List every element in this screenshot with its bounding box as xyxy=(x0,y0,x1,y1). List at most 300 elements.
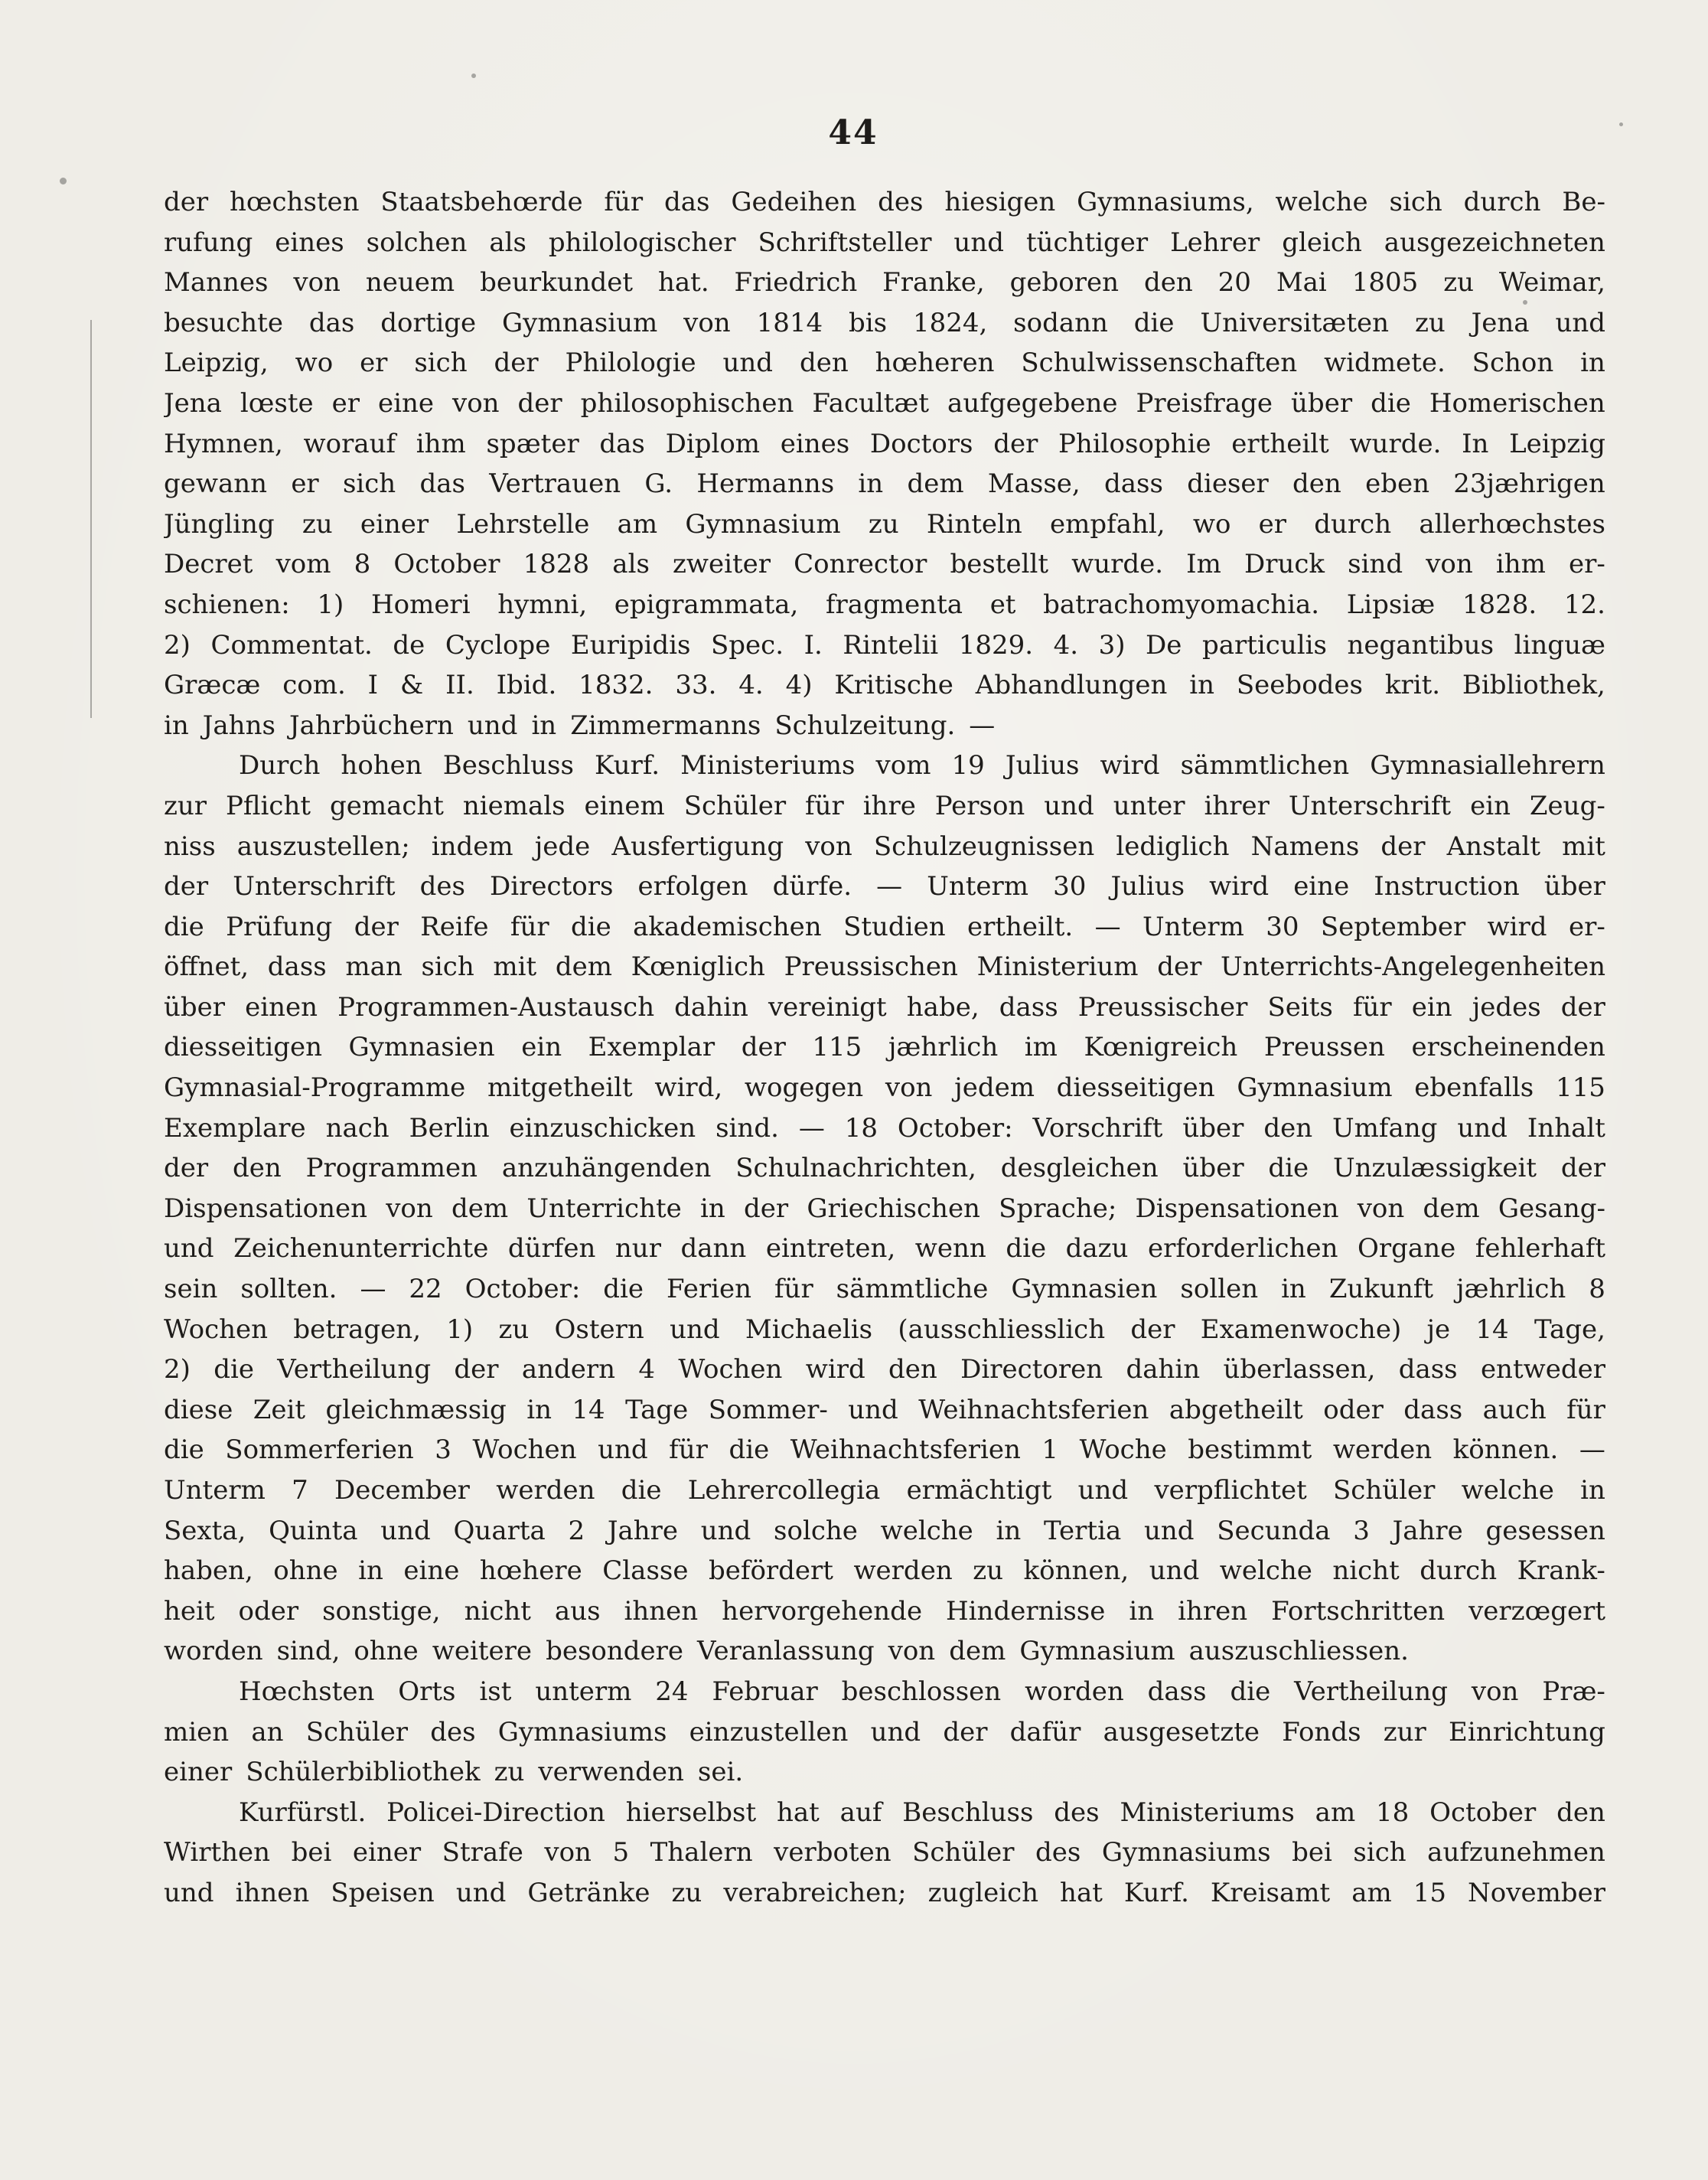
word: hervorgehende xyxy=(722,1595,923,1627)
word: durch xyxy=(1463,187,1541,217)
word: indem xyxy=(431,831,513,862)
text-line xyxy=(164,1430,1605,1470)
word: zugleich xyxy=(927,1877,1039,1908)
text-line xyxy=(164,1511,1605,1552)
word: 4. xyxy=(738,670,764,701)
word: auch xyxy=(1482,1394,1547,1425)
word: der xyxy=(993,428,1038,459)
word: sich xyxy=(421,951,474,983)
word: Gymnasien xyxy=(1011,1274,1158,1305)
word: weitere xyxy=(432,1636,533,1667)
word: krit. xyxy=(1384,670,1441,701)
word: Gymnasiums, xyxy=(1077,187,1254,217)
word: des xyxy=(878,187,924,217)
text-line xyxy=(164,1189,1605,1229)
text-line xyxy=(164,303,1605,344)
word: dahin xyxy=(1126,1354,1201,1385)
word: diesseitigen xyxy=(164,1032,322,1063)
word: Zeit xyxy=(253,1394,306,1425)
word: hœhere xyxy=(479,1555,582,1587)
word: 3 xyxy=(435,1434,451,1466)
word: wurde. xyxy=(1349,428,1442,459)
word: der xyxy=(1560,991,1605,1023)
word: Preisfrage xyxy=(1136,387,1273,419)
word: sind xyxy=(1348,549,1403,580)
word: Kreisamt xyxy=(1210,1877,1331,1908)
word: October: xyxy=(897,1112,1013,1144)
word: hat xyxy=(777,1797,820,1828)
word: In xyxy=(1462,428,1489,459)
word: hymni, xyxy=(497,589,588,620)
word: verpflichtet xyxy=(1154,1475,1307,1506)
word: Ausfertigung xyxy=(611,831,784,862)
word: Rintelii xyxy=(843,629,939,661)
text-line xyxy=(164,1873,1605,1914)
word: Jahns xyxy=(202,710,275,741)
word: Jena xyxy=(1471,307,1530,338)
word: Ministeriums xyxy=(1120,1797,1295,1828)
word: des xyxy=(430,1716,476,1748)
word: 4 xyxy=(638,1354,656,1385)
word: nicht xyxy=(464,1595,531,1627)
word: zu xyxy=(671,1877,702,1908)
word: Preussischer xyxy=(1077,991,1248,1023)
paper-speck xyxy=(60,178,67,184)
word: am xyxy=(1351,1877,1392,1908)
word: jæhrlich xyxy=(1455,1274,1566,1305)
word: (ausschliesslich xyxy=(898,1314,1106,1345)
word: von xyxy=(1471,1676,1519,1707)
word: unterm xyxy=(535,1676,632,1707)
word: wird xyxy=(1487,911,1547,942)
word: für xyxy=(604,187,644,217)
word: man xyxy=(345,951,403,983)
word: heit xyxy=(164,1595,215,1627)
word: Tage, xyxy=(1534,1314,1605,1345)
text-line xyxy=(164,1672,1605,1712)
word: können, xyxy=(1023,1555,1129,1587)
word: Ministerium xyxy=(976,951,1139,983)
word: zweiter xyxy=(673,549,771,580)
word: worden xyxy=(1025,1676,1124,1707)
word: Anstalt xyxy=(1446,831,1540,862)
word: Rinteln xyxy=(926,508,1022,540)
word: Prüfung xyxy=(226,911,333,942)
word: October xyxy=(393,549,500,580)
word: sollten. xyxy=(240,1274,337,1305)
word: der xyxy=(741,1032,786,1063)
word: in xyxy=(526,1394,552,1425)
word: der xyxy=(164,871,209,902)
word: Schulwissenschaften xyxy=(1021,348,1298,379)
word: sind. xyxy=(715,1112,779,1144)
text-line xyxy=(164,424,1605,465)
word: dürfen xyxy=(507,1233,596,1265)
text-line xyxy=(164,223,1605,263)
word: Commentat. xyxy=(210,629,373,661)
word: gemacht xyxy=(329,790,444,821)
word: Weihnachtsferien xyxy=(918,1394,1149,1425)
word: Jena xyxy=(164,387,222,419)
word: am xyxy=(1315,1797,1356,1828)
word: jedes xyxy=(1472,991,1541,1023)
word: — xyxy=(876,871,903,902)
word: Weimar, xyxy=(1498,267,1605,299)
word: Philosophie xyxy=(1058,428,1211,459)
word: Einrichtung xyxy=(1449,1716,1605,1748)
word: Zeichenunterrichte xyxy=(233,1233,489,1265)
word: ist xyxy=(479,1676,512,1707)
word: Beschluss xyxy=(442,750,574,782)
word: als xyxy=(612,549,650,580)
word: dass xyxy=(267,951,327,983)
text-line xyxy=(164,1148,1605,1189)
word: 8 xyxy=(1589,1274,1605,1305)
word: die xyxy=(214,1354,254,1385)
word: vereinigt xyxy=(768,991,887,1023)
word: G. xyxy=(644,468,673,500)
word: und xyxy=(467,710,518,741)
word: mien xyxy=(164,1716,230,1748)
word: 115 xyxy=(812,1032,862,1063)
word: dortige xyxy=(380,307,477,338)
word: ihre xyxy=(862,790,916,821)
word: Griechischen xyxy=(807,1193,980,1224)
word: 20 xyxy=(1217,267,1251,299)
word: der xyxy=(1130,1314,1175,1345)
word: 33. xyxy=(675,670,717,701)
word: 1828 xyxy=(523,549,590,580)
text-line xyxy=(164,1631,1605,1672)
word: in xyxy=(358,1555,383,1587)
word: vom xyxy=(275,549,331,580)
word: Studien xyxy=(843,911,946,942)
word: welche xyxy=(1461,1475,1554,1506)
word: die xyxy=(1230,1676,1271,1707)
word: hœheren xyxy=(875,348,995,379)
word: einzuschicken xyxy=(509,1112,696,1144)
word: zur xyxy=(164,790,207,821)
word: 1814 xyxy=(756,307,823,338)
word: von xyxy=(1426,549,1473,580)
word: Gymnasiums xyxy=(497,1716,667,1748)
word: Schulnachrichten, xyxy=(735,1153,976,1184)
word: niemals xyxy=(462,790,566,821)
word: dieser xyxy=(1187,468,1269,500)
word: 19 xyxy=(951,750,985,782)
word: 4. xyxy=(1053,629,1079,661)
word: Vertrauen xyxy=(489,468,621,500)
word: Spec. xyxy=(711,629,784,661)
word: bestimmt xyxy=(1188,1434,1312,1466)
word: ertheilt. xyxy=(966,911,1074,942)
word: abgetheilt xyxy=(1169,1394,1303,1425)
word: 22 xyxy=(409,1274,442,1305)
word: Speisen xyxy=(331,1877,435,1908)
word: — xyxy=(798,1112,825,1144)
word: — xyxy=(360,1274,386,1305)
word: Veranlassung xyxy=(697,1636,875,1667)
word: Classe xyxy=(602,1555,689,1587)
word: aufzunehmen xyxy=(1427,1837,1605,1868)
word: Sprache; xyxy=(999,1193,1117,1224)
word: den xyxy=(888,1354,937,1385)
word: November xyxy=(1468,1877,1605,1908)
word: der xyxy=(743,1193,789,1224)
word: dem xyxy=(1423,1193,1480,1224)
word: ihm xyxy=(1495,549,1546,580)
text-line xyxy=(164,1068,1605,1108)
word: ertheilt xyxy=(1231,428,1329,459)
word: die xyxy=(1268,1153,1309,1184)
word: batrachomyomachia. xyxy=(1043,589,1320,620)
text-line xyxy=(164,1832,1605,1873)
word: 30 xyxy=(1266,911,1299,942)
word: epigrammata, xyxy=(614,589,799,620)
word: er xyxy=(331,387,360,419)
word: Wochen xyxy=(472,1434,577,1466)
word: Policei-Direction xyxy=(386,1797,605,1828)
word: erscheinenden xyxy=(1411,1032,1605,1063)
word: sind, xyxy=(276,1636,341,1667)
word: für xyxy=(805,790,844,821)
word: wo xyxy=(295,348,334,379)
word: einem xyxy=(584,790,665,821)
word: Homerischen xyxy=(1429,387,1605,419)
word: andern xyxy=(521,1354,616,1385)
word: habe, xyxy=(906,991,979,1023)
word: Unterm xyxy=(927,871,1029,902)
word: hœchsten xyxy=(229,187,360,217)
text-line xyxy=(164,1390,1605,1431)
word: mit xyxy=(493,951,537,983)
word: ermächtigt xyxy=(906,1475,1052,1506)
word: eine xyxy=(377,387,434,419)
word: und xyxy=(1143,1515,1195,1546)
text-line xyxy=(164,1551,1605,1591)
word: besondere xyxy=(546,1636,684,1667)
word: Decret xyxy=(164,549,253,580)
word: welche xyxy=(1219,1555,1312,1587)
word: dann xyxy=(680,1233,747,1265)
word: der xyxy=(1380,831,1426,862)
word: verzœgert xyxy=(1468,1595,1605,1627)
word: Beschluss xyxy=(902,1797,1034,1828)
word: Unterm xyxy=(164,1475,266,1506)
word: 18 xyxy=(844,1112,878,1144)
word: Lehrercollegia xyxy=(687,1475,881,1506)
word: 7 xyxy=(292,1475,308,1506)
word: Wirthen xyxy=(164,1837,271,1868)
word: Græcæ xyxy=(164,670,261,701)
word: Lehrer xyxy=(1170,227,1260,258)
word: 24 xyxy=(655,1676,689,1707)
word: 23jæhrigen xyxy=(1453,468,1605,500)
word: wird, xyxy=(654,1072,723,1104)
text-line xyxy=(164,343,1605,383)
text-line xyxy=(164,746,1605,786)
word: ihnen xyxy=(624,1595,699,1627)
word: der xyxy=(1560,1153,1605,1184)
word: Hymnen, xyxy=(164,428,283,459)
word: widmete. xyxy=(1324,348,1446,379)
word: philosophischen xyxy=(580,387,794,419)
word: die xyxy=(571,911,611,942)
word: Berlin xyxy=(409,1112,490,1144)
word: in xyxy=(858,468,884,500)
word: in xyxy=(700,1193,725,1224)
word: dem xyxy=(451,1193,509,1224)
word: sämmtliche xyxy=(836,1274,989,1305)
word: sich xyxy=(414,348,468,379)
word: neuem xyxy=(365,267,455,299)
word: empfahl, xyxy=(1050,508,1165,540)
text-line xyxy=(164,786,1605,827)
word: oder xyxy=(1323,1394,1384,1425)
word: er xyxy=(360,348,388,379)
word: Quarta xyxy=(453,1515,546,1546)
word: in xyxy=(531,710,557,741)
word: Philologie xyxy=(565,348,696,379)
word: werden xyxy=(853,1555,953,1587)
word: eines xyxy=(275,227,344,258)
word: und xyxy=(1457,1112,1508,1144)
word: Masse, xyxy=(987,468,1081,500)
word: Sommer- xyxy=(708,1394,828,1425)
word: dass xyxy=(999,991,1058,1023)
word: dem xyxy=(907,468,964,500)
word: ihm xyxy=(416,428,466,459)
word: wurde. xyxy=(1071,549,1164,580)
word: Seits xyxy=(1267,991,1333,1023)
word: den xyxy=(1292,468,1341,500)
text-line xyxy=(164,1269,1605,1310)
word: sich xyxy=(1389,187,1442,217)
word: rufung xyxy=(164,227,253,258)
word: Schüler xyxy=(1333,1475,1436,1506)
word: durch xyxy=(1314,508,1392,540)
word: einer xyxy=(352,1837,422,1868)
word: Ferien xyxy=(667,1274,751,1305)
word: Præ- xyxy=(1542,1676,1605,1707)
word: von xyxy=(1357,1193,1405,1224)
word: in xyxy=(164,710,189,741)
word: sollen xyxy=(1180,1274,1259,1305)
word: Homeri xyxy=(370,589,471,620)
word: ihnen xyxy=(235,1877,310,1908)
word: sämmtlichen xyxy=(1180,750,1350,782)
word: und xyxy=(380,1515,431,1546)
text-line xyxy=(164,1470,1605,1511)
word: Durch xyxy=(239,750,321,782)
word: einen xyxy=(245,991,318,1023)
word: 3) xyxy=(1098,629,1126,661)
word: Druck xyxy=(1244,549,1325,580)
word: ihren xyxy=(1178,1595,1248,1627)
word: com. xyxy=(282,670,346,701)
word: Unterm xyxy=(1142,911,1244,942)
word: ein xyxy=(1411,991,1452,1023)
word: desgleichen xyxy=(1000,1153,1159,1184)
word: Michaelis xyxy=(745,1314,873,1345)
word: 1829. xyxy=(958,629,1034,661)
word: den xyxy=(799,348,849,379)
word: öffnet, xyxy=(164,951,249,983)
word: I. xyxy=(803,629,823,661)
word: 1824, xyxy=(912,307,988,338)
text-line xyxy=(164,1229,1605,1269)
word: spæter xyxy=(486,428,579,459)
word: und xyxy=(598,1434,648,1466)
word: Jüngling xyxy=(164,508,275,540)
word: De xyxy=(1146,629,1182,661)
word: Unterschrift xyxy=(233,871,396,902)
word: philologischer xyxy=(548,227,736,258)
word: eine xyxy=(403,1555,460,1587)
word: mitgetheilt xyxy=(487,1072,633,1104)
word: von xyxy=(805,831,852,862)
word: Gymnasium xyxy=(1019,1636,1175,1667)
word: particulis xyxy=(1201,629,1327,661)
word: von xyxy=(451,387,500,419)
word: — xyxy=(1579,1434,1605,1466)
margin-pencil-mark xyxy=(90,320,92,718)
word: Sommerferien xyxy=(225,1434,414,1466)
word: sein xyxy=(164,1274,218,1305)
word: er- xyxy=(1569,549,1605,580)
text-line xyxy=(164,866,1605,907)
word: Organe xyxy=(1358,1233,1456,1265)
word: Schulzeugnissen xyxy=(873,831,1095,862)
word: das xyxy=(664,187,710,217)
word: besuchte xyxy=(164,307,283,338)
word: sonstige, xyxy=(322,1595,441,1627)
word: Jahrbüchern xyxy=(288,710,454,741)
word: welche xyxy=(1275,187,1368,217)
word: Mannes xyxy=(164,267,269,299)
word: zu xyxy=(498,1314,530,1345)
word: Dispensationen xyxy=(164,1193,368,1224)
word: er xyxy=(291,468,319,500)
word: Kritische xyxy=(834,670,953,701)
word: zu xyxy=(494,1757,525,1788)
body-text xyxy=(164,182,1605,1914)
word: eines xyxy=(780,428,850,459)
word: des xyxy=(1035,1837,1081,1868)
word: I xyxy=(367,670,379,701)
text-line xyxy=(164,182,1605,223)
word: auszuschliessen. xyxy=(1188,1636,1409,1667)
word: Preussischen xyxy=(784,951,958,983)
word: II. xyxy=(445,670,474,701)
word: befördert xyxy=(708,1555,833,1587)
word: zu xyxy=(1443,267,1474,299)
word: niss xyxy=(164,831,216,862)
text-line xyxy=(164,907,1605,948)
word: Person xyxy=(934,790,1025,821)
word: je xyxy=(1426,1314,1451,1345)
word: der xyxy=(1157,951,1202,983)
word: und xyxy=(848,1394,898,1425)
word: aus xyxy=(554,1595,601,1627)
word: über xyxy=(1543,871,1605,902)
word: Vorschrift xyxy=(1032,1112,1163,1144)
word: Zimmermanns xyxy=(570,710,761,741)
text-line xyxy=(164,585,1605,625)
word: diesseitigen xyxy=(1056,1072,1215,1104)
word: dass xyxy=(1398,1354,1458,1385)
word: Unterrichts-Angelegenheiten xyxy=(1221,951,1605,983)
